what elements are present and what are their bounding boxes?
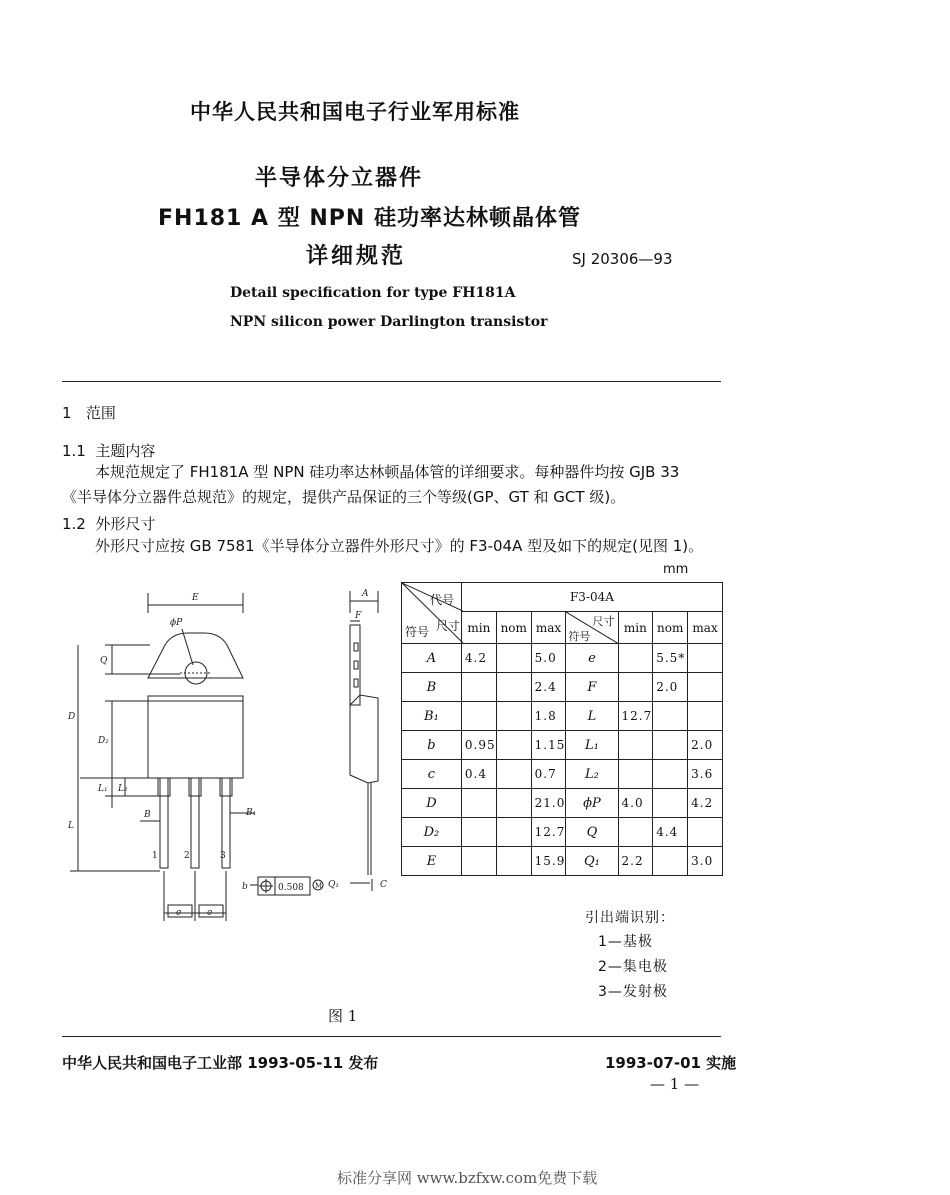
nom: [653, 760, 688, 789]
label-E: E: [192, 593, 199, 603]
symbol: D: [402, 789, 462, 818]
symbol: B₁: [402, 702, 462, 731]
max: [688, 644, 723, 673]
min: [618, 731, 653, 760]
max: 5.0: [531, 644, 566, 673]
outline-drawing: [60, 583, 400, 928]
min: [618, 818, 653, 847]
min: [461, 702, 496, 731]
nom: [496, 818, 531, 847]
label-A: A: [362, 589, 369, 599]
label-Q: Q: [100, 656, 108, 666]
min: [618, 673, 653, 702]
corner-right: 尺寸: [436, 619, 461, 633]
label-B1: B₁: [246, 808, 257, 818]
col-max: max: [688, 612, 723, 644]
title-line-3: 详细规范: [306, 244, 407, 269]
table-row: [402, 702, 723, 731]
symbol: F: [566, 673, 618, 702]
side-detail: [354, 679, 358, 687]
leader-line: [182, 629, 193, 665]
table-row: [402, 731, 723, 760]
footer-rule: [62, 1036, 721, 1037]
page-number: — 1 —: [650, 1075, 700, 1093]
table-row: [402, 673, 723, 702]
nom: [496, 789, 531, 818]
symbol: L: [566, 702, 618, 731]
section-title: 范围: [85, 404, 116, 422]
col-max: max: [531, 612, 566, 644]
pin-1-label: 1: [152, 851, 158, 861]
figure-caption: 图 1: [328, 1007, 358, 1025]
pin-2-label: 2: [184, 851, 190, 861]
lead-1-base: 1—基极: [598, 934, 653, 950]
label-Q1: Q₁: [328, 880, 339, 890]
max: 21.0: [531, 789, 566, 818]
nom: [496, 673, 531, 702]
section-title: 主题内容: [95, 442, 156, 460]
label-e: e: [207, 908, 213, 918]
min: 12.7: [618, 702, 653, 731]
corner-left: 符号: [568, 630, 591, 643]
nom: [496, 731, 531, 760]
min: [618, 644, 653, 673]
symbol: Q₁: [566, 847, 618, 876]
symbol: Q: [566, 818, 618, 847]
col-min: min: [461, 612, 496, 644]
label-e: e: [176, 908, 182, 918]
symbol: D₂: [402, 818, 462, 847]
symbol: b: [402, 731, 462, 760]
min: 0.95: [461, 731, 496, 760]
symbol: ϕP: [566, 789, 618, 818]
nom: [496, 702, 531, 731]
table-row: [402, 644, 723, 673]
package-header: F3-04A: [461, 583, 722, 612]
min: [618, 760, 653, 789]
table-row: [402, 847, 723, 876]
tolerance-value: 0.508: [278, 883, 304, 893]
side-detail: [354, 643, 358, 651]
corner-left: 符号: [405, 625, 430, 639]
nom: [653, 702, 688, 731]
label-L1: L₁: [98, 784, 108, 794]
lead-id-title: 引出端识别：: [585, 910, 675, 926]
min: 4.0: [618, 789, 653, 818]
issuing-org: 中华人民共和国电子行业军用标准: [190, 100, 520, 124]
paragraph-1b: 《半导体分立器件总规范》的规定，提供产品保证的三个等级(GP、GT 和 GCT 级)。: [62, 488, 626, 506]
max: [688, 818, 723, 847]
max: 4.2: [688, 789, 723, 818]
section-number: 1.2: [62, 515, 86, 533]
max: 1.8: [531, 702, 566, 731]
paragraph-1a: 本规范规定了 FH181A 型 NPN 硅功率达林顿晶体管的详细要求。每种器件均按 GJB 33: [95, 463, 680, 481]
section-number: 1: [62, 404, 72, 422]
symbol: c: [402, 760, 462, 789]
label-L2: L₂: [118, 784, 128, 794]
mmc-label: M: [315, 882, 323, 890]
max: 0.7: [531, 760, 566, 789]
watermark: 标准分享网 www.bzfxw.com免费下载: [337, 1169, 598, 1187]
paragraph-2: 外形尺寸应按 GB 7581《半导体分立器件外形尺寸》的 F3-04A 型及如下的规定(见图 1)。: [95, 537, 704, 555]
nom: [653, 847, 688, 876]
corner-cell-2: [566, 612, 618, 644]
table-row: [402, 760, 723, 789]
col-nom: nom: [653, 612, 688, 644]
min: [461, 847, 496, 876]
side-detail: [354, 661, 358, 669]
max: 15.9: [531, 847, 566, 876]
max: 3.6: [688, 760, 723, 789]
pin-3-label: 3: [220, 851, 226, 861]
min: 0.4: [461, 760, 496, 789]
min: 2.2: [618, 847, 653, 876]
label-b: b: [242, 882, 248, 892]
symbol: e: [566, 644, 618, 673]
col-nom: nom: [496, 612, 531, 644]
max: 12.7: [531, 818, 566, 847]
label-F: F: [355, 611, 362, 621]
mounting-tab: [148, 633, 243, 678]
max: 3.0: [688, 847, 723, 876]
lead-2-collector: 2—集电极: [598, 959, 668, 975]
nom: [653, 731, 688, 760]
title-line-1: 半导体分立器件: [255, 166, 424, 191]
standard-number: SJ 20306—93: [572, 250, 673, 268]
min: [461, 789, 496, 818]
package-body: [148, 696, 243, 778]
dimension-table: [401, 582, 723, 876]
label-D2: D₂: [98, 736, 109, 746]
lead-2: [191, 778, 199, 868]
section-title: 外形尺寸: [95, 515, 156, 533]
table-row: [402, 818, 723, 847]
section-number: 1.1: [62, 442, 86, 460]
label-C: C: [380, 880, 387, 890]
label-phiP: ϕP: [170, 618, 183, 628]
nom: 5.5*: [653, 644, 688, 673]
max: [688, 702, 723, 731]
symbol: E: [402, 847, 462, 876]
col-min: min: [618, 612, 653, 644]
max: 2.4: [531, 673, 566, 702]
max: 1.15: [531, 731, 566, 760]
nom: [496, 847, 531, 876]
effective-date: 1993-07-01 实施: [605, 1054, 737, 1072]
min: 4.2: [461, 644, 496, 673]
min: [461, 673, 496, 702]
unit-label: mm: [663, 562, 689, 577]
symbol: A: [402, 644, 462, 673]
min: [461, 818, 496, 847]
side-body: [350, 695, 378, 783]
label-L: L: [68, 821, 74, 831]
corner-right: 尺寸: [592, 615, 615, 628]
section-1-heading: [62, 402, 116, 423]
nom: [496, 644, 531, 673]
corner-top: 代号: [430, 593, 455, 607]
title-line-2: FH181 A 型 NPN 硅功率达林顿晶体管: [158, 206, 581, 231]
nom: [653, 789, 688, 818]
header-rule: [62, 381, 721, 382]
nom: 2.0: [653, 673, 688, 702]
table-row: [402, 789, 723, 818]
symbol: B: [402, 673, 462, 702]
symbol: L₁: [566, 731, 618, 760]
lead-3-emitter: 3—发射极: [598, 984, 668, 1000]
english-title-1: Detail specification for type FH181A: [230, 285, 516, 301]
max: 2.0: [688, 731, 723, 760]
label-D: D: [68, 712, 76, 722]
corner-cell: [402, 583, 462, 644]
english-title-2: NPN silicon power Darlington transistor: [230, 314, 548, 330]
symbol: L₂: [566, 760, 618, 789]
max: [688, 673, 723, 702]
nom: [496, 760, 531, 789]
lead-1: [160, 778, 168, 868]
label-B: B: [144, 810, 151, 820]
nom: 4.4: [653, 818, 688, 847]
publish-info: 中华人民共和国电子工业部 1993-05-11 发布: [62, 1054, 379, 1072]
